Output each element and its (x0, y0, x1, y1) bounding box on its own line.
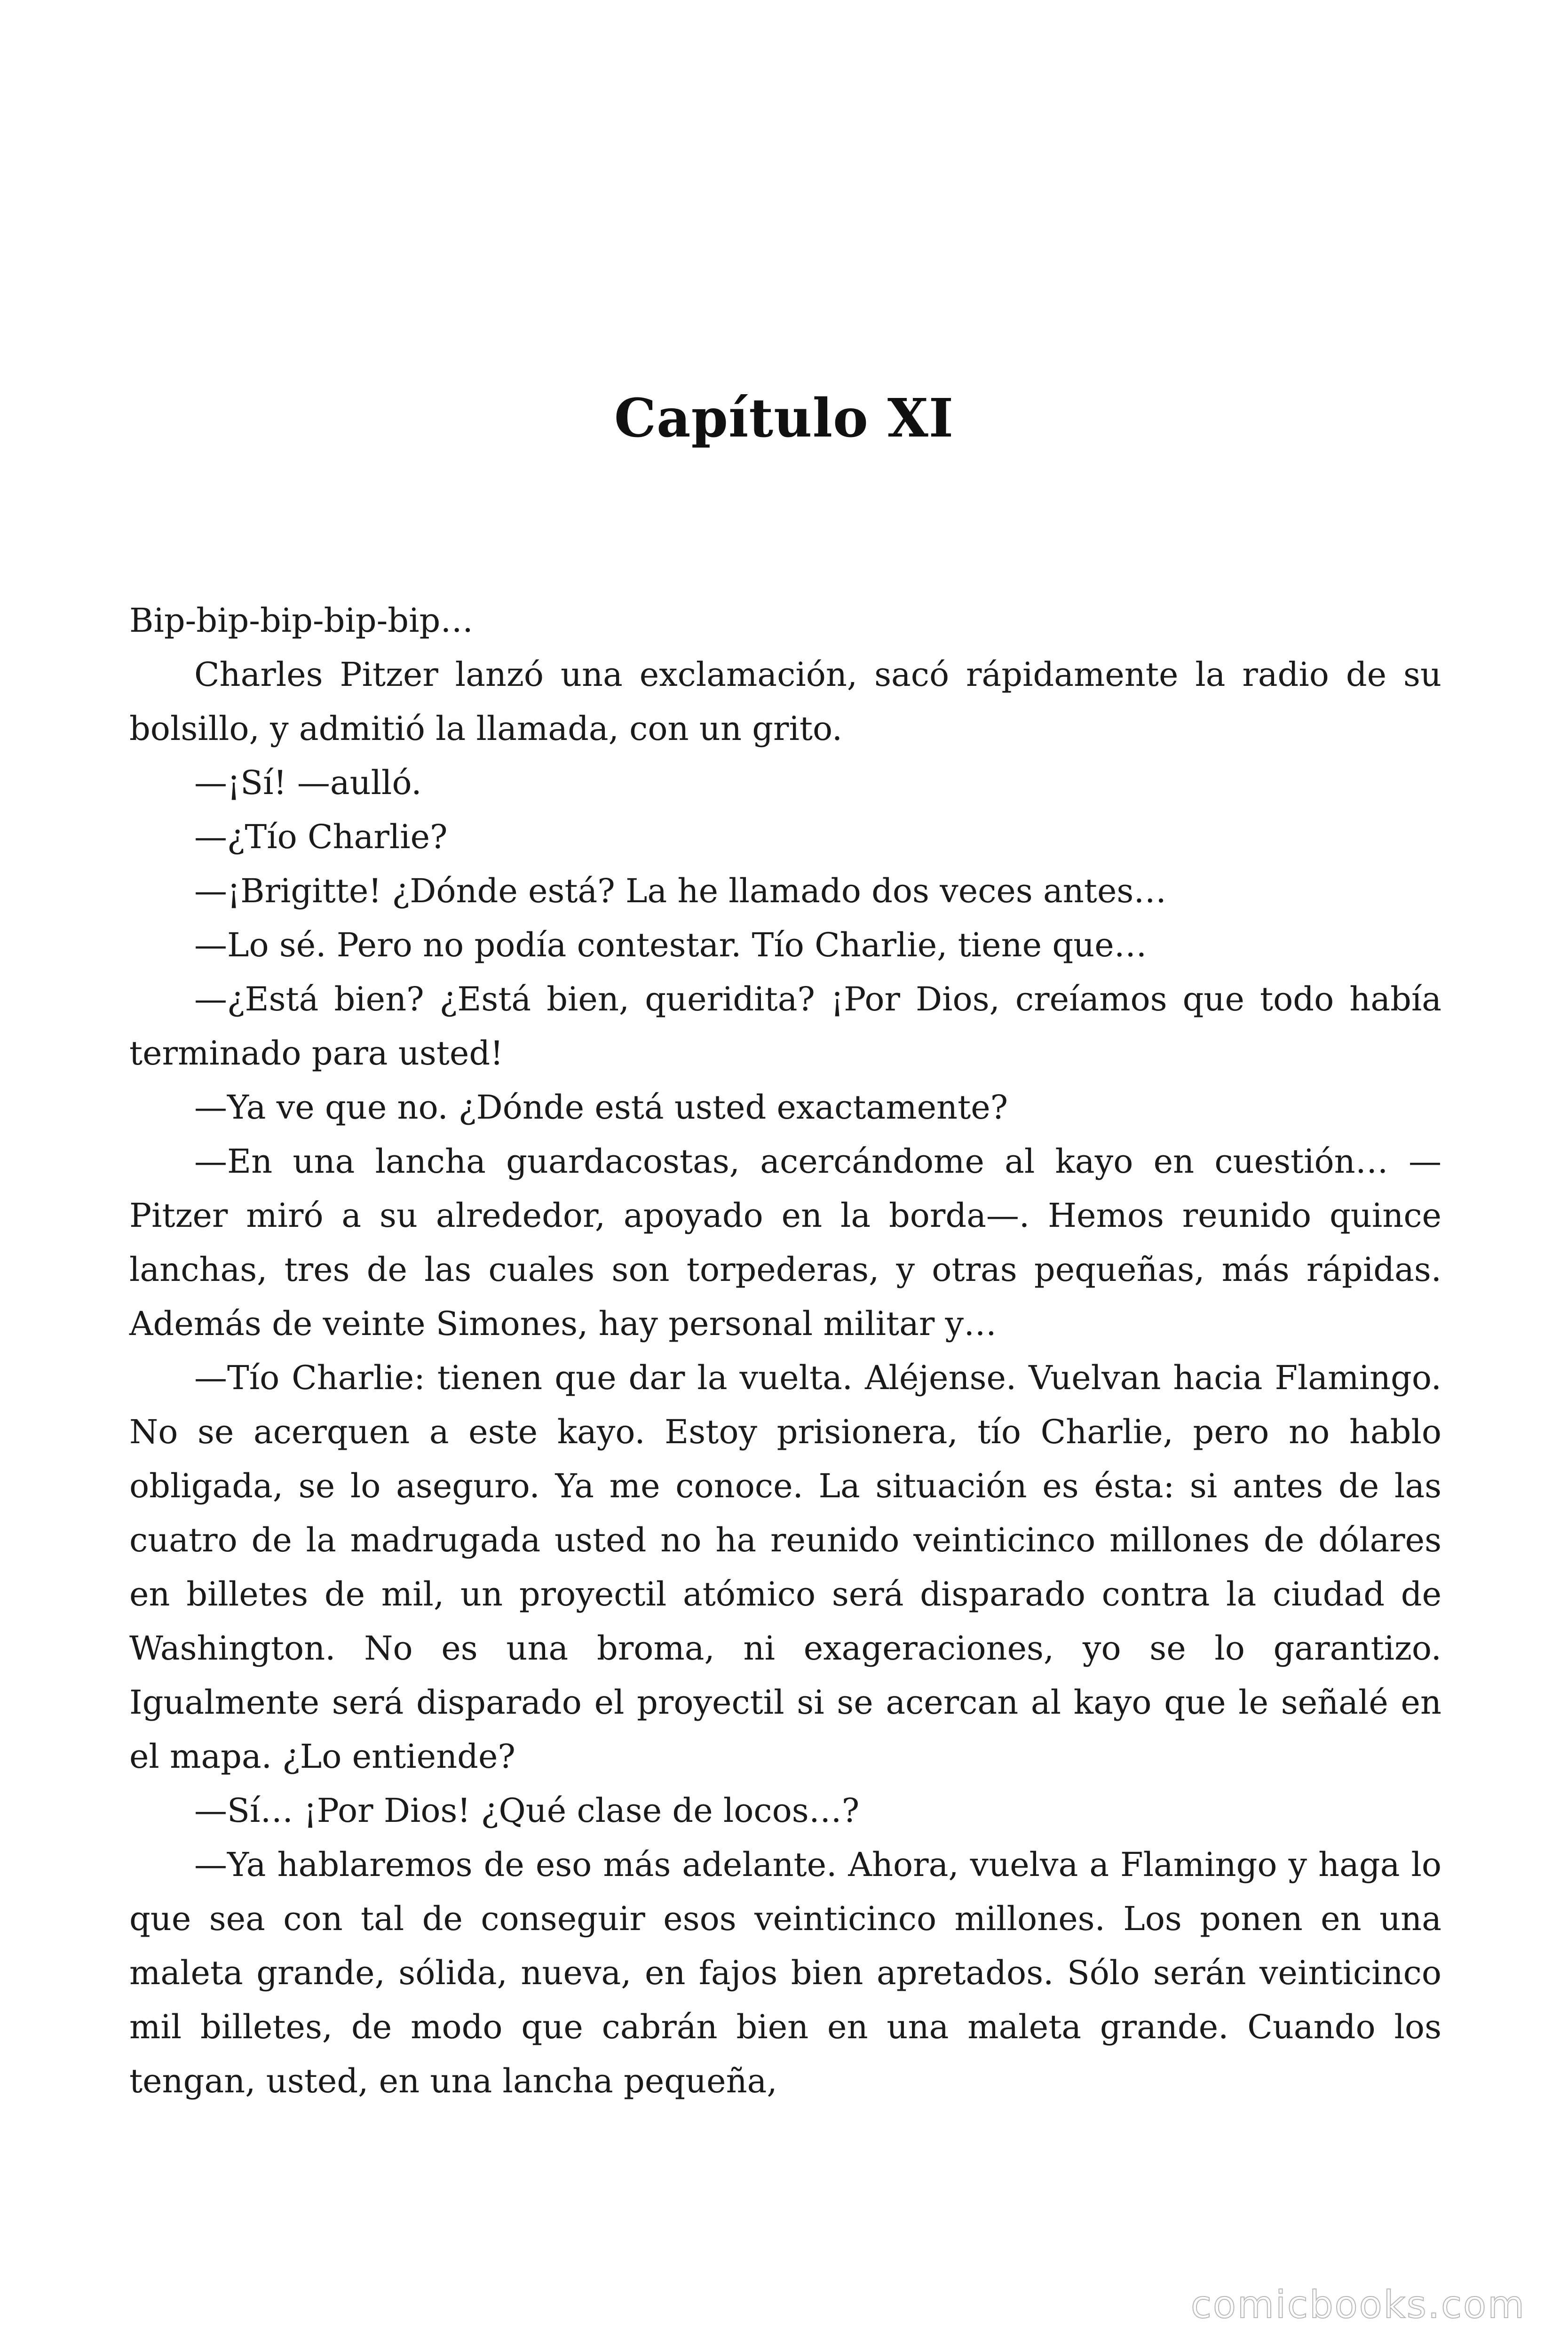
paragraph: Charles Pitzer lanzó una exclamación, sacó rápidamente la radio de su bolsillo, y admitió la llamada, con un grito. (129, 655, 1441, 748)
watermark: comicbooks.com (1190, 2283, 1526, 2327)
chapter-title: Capítulo XI (614, 388, 954, 449)
paragraph: —¿Está bien? ¿Está bien, queridita? ¡Por Dios, creíamos que todo había terminado para usted! (129, 980, 1441, 1073)
body-text (129, 594, 1441, 2108)
paragraph: —Lo sé. Pero no podía contestar. Tío Charlie, tiene que… (194, 926, 1147, 964)
paragraph: —En una lancha guardacostas, acercándome al kayo en cuestión… —Pitzer miró a su alrededor, apoyado en la borda—. Hemos reunido quince lanchas, tres de las cuales son torpederas, y otras pequeñas, más rápidas. Además de veinte Simones, hay personal militar y… (129, 1142, 1441, 1343)
paragraph: —¡Brigitte! ¿Dónde está? La he llamado dos veces antes… (194, 872, 1167, 910)
paragraph: Bip-bip-bip-bip-bip… (129, 601, 474, 640)
paragraph: —¿Tío Charlie? (194, 818, 448, 856)
paragraph: —Ya hablaremos de eso más adelante. Ahora, vuelva a Flamingo y haga lo que sea con tal de conseguir esos veinticinco millones. Los ponen en una maleta grande, sólida, nueva, en fajos bien apretados. Sólo serán veinticinco mil billetes, de modo que cabrán bien en una maleta grande. Cuando los tengan, usted, en una lancha pequeña, (129, 1845, 1441, 2100)
paragraph: —¡Sí! —aulló. (194, 763, 422, 802)
paragraph: —Ya ve que no. ¿Dónde está usted exactamente? (194, 1088, 1008, 1127)
paragraph: —Tío Charlie: tienen que dar la vuelta. Aléjense. Vuelvan hacia Flamingo. No se acerquen a este kayo. Estoy prisionera, tío Charlie, pero no hablo obligada, se lo aseguro. Ya me conoce. La situación es ésta: si antes de las cuatro de la madrugada usted no ha reunido veinticinco millones de dólares en billetes de mil, un proyectil atómico será disparado contra la ciudad de Washington. No es una broma, ni exageraciones, yo se lo garantizo. Igualmente será disparado el proyectil si se acercan al kayo que le señalé en el mapa. ¿Lo entiende? (129, 1359, 1441, 1776)
paragraph: —Sí… ¡Por Dios! ¿Qué clase de locos…? (194, 1791, 860, 1830)
